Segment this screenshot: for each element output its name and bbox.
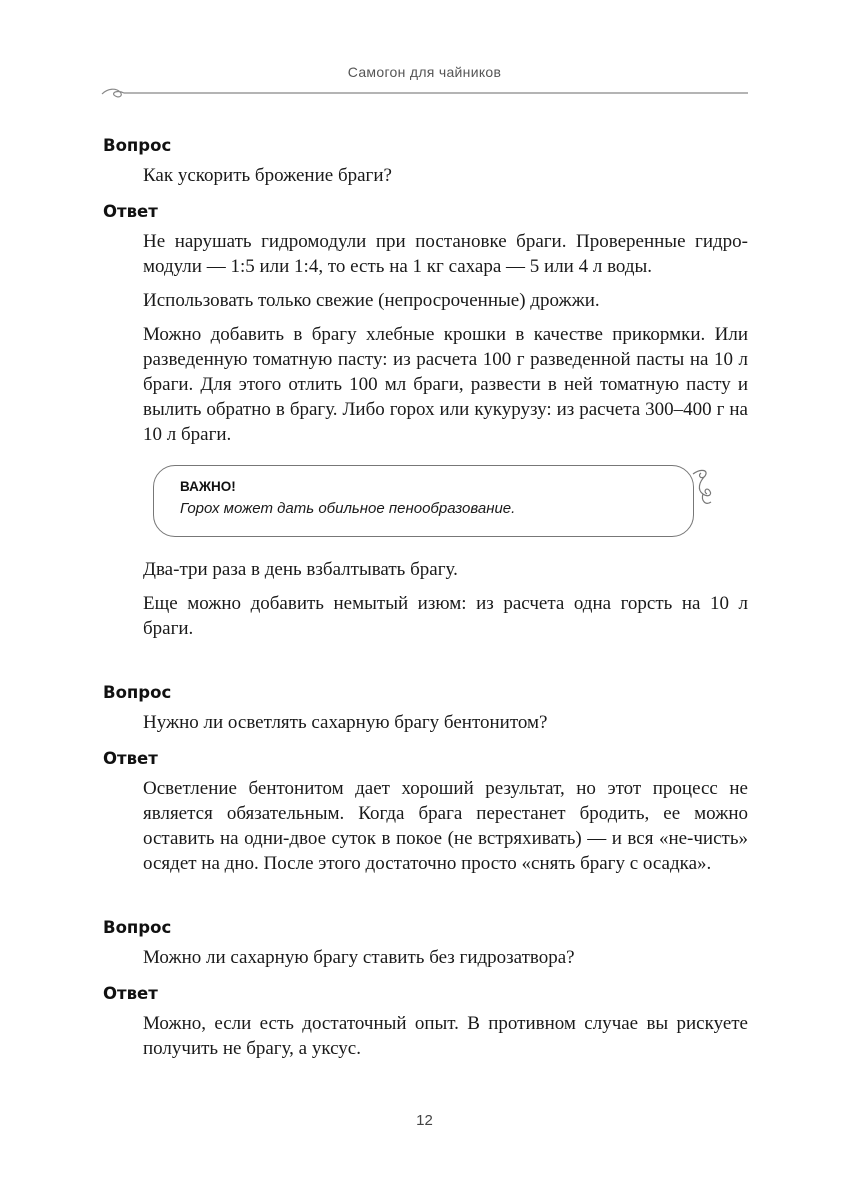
swirl-ornament-icon [691, 466, 719, 510]
question-label: Вопрос [103, 683, 172, 702]
answer-label: Ответ [103, 984, 158, 1003]
answer-paragraph: Можно, если есть достаточный опыт. В противном случае вы рискуете получить не брагу, а уксус. [143, 1013, 748, 1059]
question-label: Вопрос [103, 136, 172, 155]
answer-paragraph: Два-три раза в день взбалтывать брагу. [143, 559, 458, 580]
answer-paragraph: Можно добавить в брагу хлебные крошки в качестве прикормки. Или разведенную томатную пасту: из расчета 100 г разведенной пасты на 10 л браги. Для этого отлить 100 мл браги, развести в ней томатную пасту и вылить обратно в брагу. Либо горох или кукурузу: из расчета 300–400 г на 10 л браги. [143, 324, 748, 445]
question-text: Нужно ли осветлять сахарную брагу бентонитом? [143, 712, 548, 733]
note-text: Горох может дать обильное пенообразование. [180, 500, 516, 517]
answer-label: Ответ [103, 749, 158, 768]
running-header-title: Самогон для чайников [347, 64, 502, 80]
header-ornament-rule [100, 82, 748, 102]
question-label: Вопрос [103, 918, 172, 937]
answer-paragraph: Не нарушать гидромодули при постановке браги. Проверенные гидро-модули — 1:5 или 1:4, то есть на 1 кг сахара — 5 или 4 л воды. [143, 231, 748, 277]
page-body [103, 134, 748, 1061]
important-note-box [153, 465, 694, 537]
answer-paragraph: Использовать только свежие (непросроченные) дрожжи. [143, 290, 600, 311]
answer-label: Ответ [103, 202, 158, 221]
question-text: Можно ли сахарную брагу ставить без гидрозатвора? [143, 947, 575, 968]
question-text: Как ускорить брожение браги? [143, 165, 392, 186]
qa-block-1 [103, 134, 748, 641]
qa-block-3 [103, 916, 748, 1061]
answer-paragraph: Осветление бентонитом дает хороший результат, но этот процесс не является обязательным. Когда брага перестанет бродить, ее можно оставить на одни-двое суток в покое (не встряхивать) — и вся «не-чисть» осядет на дно. После этого достаточно просто «снять брагу с осадка». [143, 778, 748, 874]
qa-block-2 [103, 681, 748, 876]
page-number: 12 [416, 1112, 433, 1129]
note-title: ВАЖНО! [180, 479, 236, 494]
answer-paragraph: Еще можно добавить немытый изюм: из расчета одна горсть на 10 л браги. [143, 593, 748, 639]
